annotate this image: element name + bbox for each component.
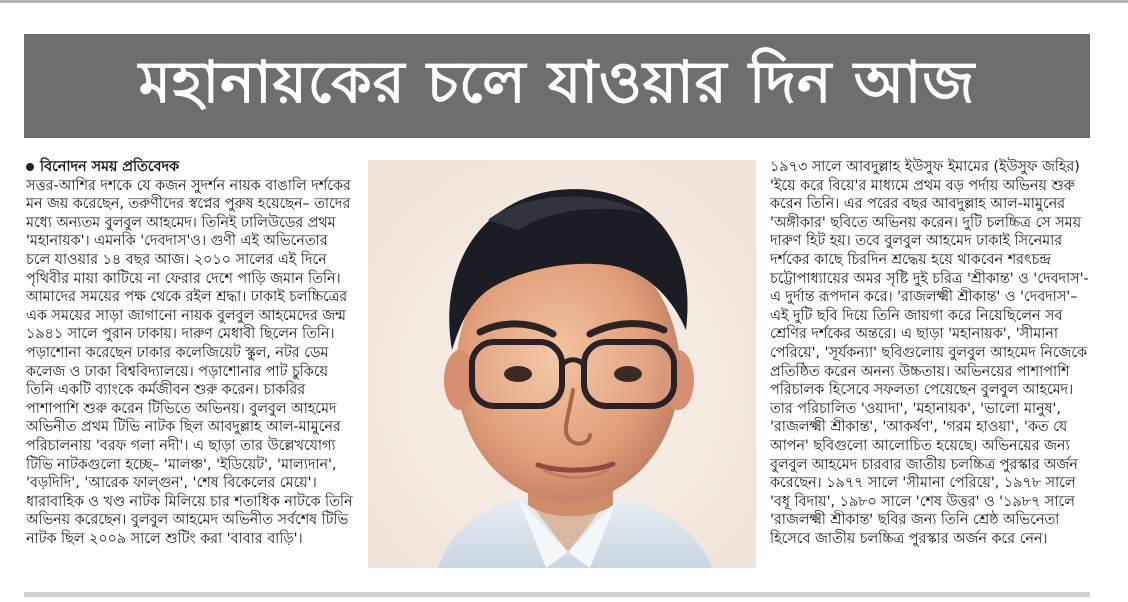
right-column-text: ১৯৭৩ সালে আবদুল্লাহ ইউসুফ ইমামের (ইউসুফ জহির) 'ইয়ে করে বিয়ে'র মাধ্যমে প্রথম বড় পর্দায় অভিনয় শুরু করেন তিনি। এর পরের বছর আবদুল্লাহ আল-মামুনের 'অঙ্গীকার' ছবিতে অভিনয় করেন। দুটি চলচ্চিত্র সে সময় দারুণ হিট হয়। তবে বুলবুল আহমেদ ঢাকাই সিনেমার দর্শকের কাছে চিরদিন শ্রদ্ধেয় হয়ে থাকবেন শরৎচন্দ্র চট্টোপাধ্যায়ের অমর সৃষ্টি দুই চরিত্র 'শ্রীকান্ত' ও 'দেবদাস'-এ দুর্দান্ত রূপদান করে। 'রাজলক্ষ্মী শ্রীকান্ত' ও 'দেবদাস'– এই দুটি ছবি দিয়ে তিনি জায়গা করে নিয়েছিলেন সব শ্রেণির দর্শকের অন্তরে। এ ছাড়া 'মহানায়ক', 'সীমানা পেরিয়ে', 'সূর্যকন্যা' ছবিগুলোয় বুলবুল আহমেদ নিজেকে প্রতিষ্ঠিত করেন অনন্য উচ্চতায়। অভিনয়ের পাশাপাশি পরিচালক হিসেবে সফলতা পেয়েছেন বুলবুল আহমেদ। তার পরিচালিত 'ওয়াদা', 'মহানায়ক', 'ভালো মানুষ', 'রাজলক্ষ্মী শ্রীকান্ত', 'আকর্ষণ', 'গরম হাওয়া', 'কত যে আপন' ছবিগুলো আলোচিত হয়েছে। অভিনয়ের জন্য বুলবুল আহমেদ চারবার জাতীয় চলচ্চিত্র পুরস্কার অর্জন করেছেন। ১৯৭৭ সালে 'সীমানা পেরিয়ে', ১৯৭৮ সালে 'বধূ বিদায়', ১৯৮০ সালে 'শেষ উত্তর' ও '১৯৮৭ সালে 'রাজলক্ষ্মী শ্রীকান্ত' ছবির জন্য তিনি শ্রেষ্ঠ অভিনেতা হিসেবে জাতীয় চলচ্চিত্র পুরস্কার অর্জন করে নেন।: [770, 159, 1089, 547]
byline-text: বিনোদন সময় প্রতিবেদক: [40, 159, 179, 175]
article-left-column: [26, 158, 356, 548]
headline: মহানায়কের চলে যাওয়ার দিন আজ: [138, 47, 976, 116]
portrait-painting-icon: [368, 160, 756, 568]
bottom-divider: [24, 592, 1090, 597]
left-column-text: সত্তর-আশির দশকে যে কজন সুদর্শন নায়ক বাঙালি দর্শকের মন জয় করেছেন, তরুণীদের স্বপ্নের পুরুষ হয়েছেন– তাদের মধ্যে অন্যতম বুলবুল আহমেদ। তিনিই ঢালিউডের প্রথম 'মহানায়ক'। এমনকি 'দেবদাস'ও। গুণী এই অভিনেতার চলে যাওয়ার ১৪ বছর আজ। ২০১০ সালের এই দিনে পৃথিবীর মায়া কাটিয়ে না ফেরার দেশে পাড়ি জমান তিনি। আমাদের সময়ের পক্ষ থেকে রইল শ্রদ্ধা। ঢাকাই চলচ্চিত্রের এক সময়ের সাড়া জাগানো নায়ক বুলবুল আহমেদের জন্ম ১৯৪১ সালে পুরান ঢাকায়। দারুণ মেধাবী ছিলেন তিনি। পড়াশোনা করেছেন ঢাকার কলেজিয়েট স্কুল, নটর ডেম কলেজ ও ঢাকা বিশ্ববিদ্যালয়ে। পড়াশোনার পাট চুকিয়ে তিনি একটি ব্যাংকে কর্মজীবন শুরু করেন। চাকরির পাশাপাশি শুরু করেন টিভিতে অভিনয়। বুলবুল আহমেদ অভিনীত প্রথম টিভি নাটক ছিল আবদুল্লাহ আল-মামুনের পরিচালনায় 'বরফ গলা নদী'। এ ছাড়া তার উল্লেখযোগ্য টিভি নাটকগুলো হচ্ছে– 'মালঞ্চ', 'ইডিয়েট', 'মাল্যদান', 'বড়দিদি', 'আরেক ফাল্গুন', 'শেষ বিকেলের মেয়ে'। ধারাবাহিক ও খণ্ড নাটক মিলিয়ে চার শতাধিক নাটকে তিনি অভিনয় করেছেন। বুলবুল আহমেদ অভিনীত সর্বশেষ টিভি নাটক ছিল ২০০৯ সালে শুটিং করা 'বাবার বাড়ি'।: [26, 177, 353, 547]
bullet-icon: [26, 163, 34, 171]
portrait-image: [368, 160, 756, 568]
top-divider: [0, 0, 1128, 3]
byline: [26, 158, 356, 177]
headline-banner: [24, 34, 1090, 138]
article-right-column: [770, 158, 1092, 548]
